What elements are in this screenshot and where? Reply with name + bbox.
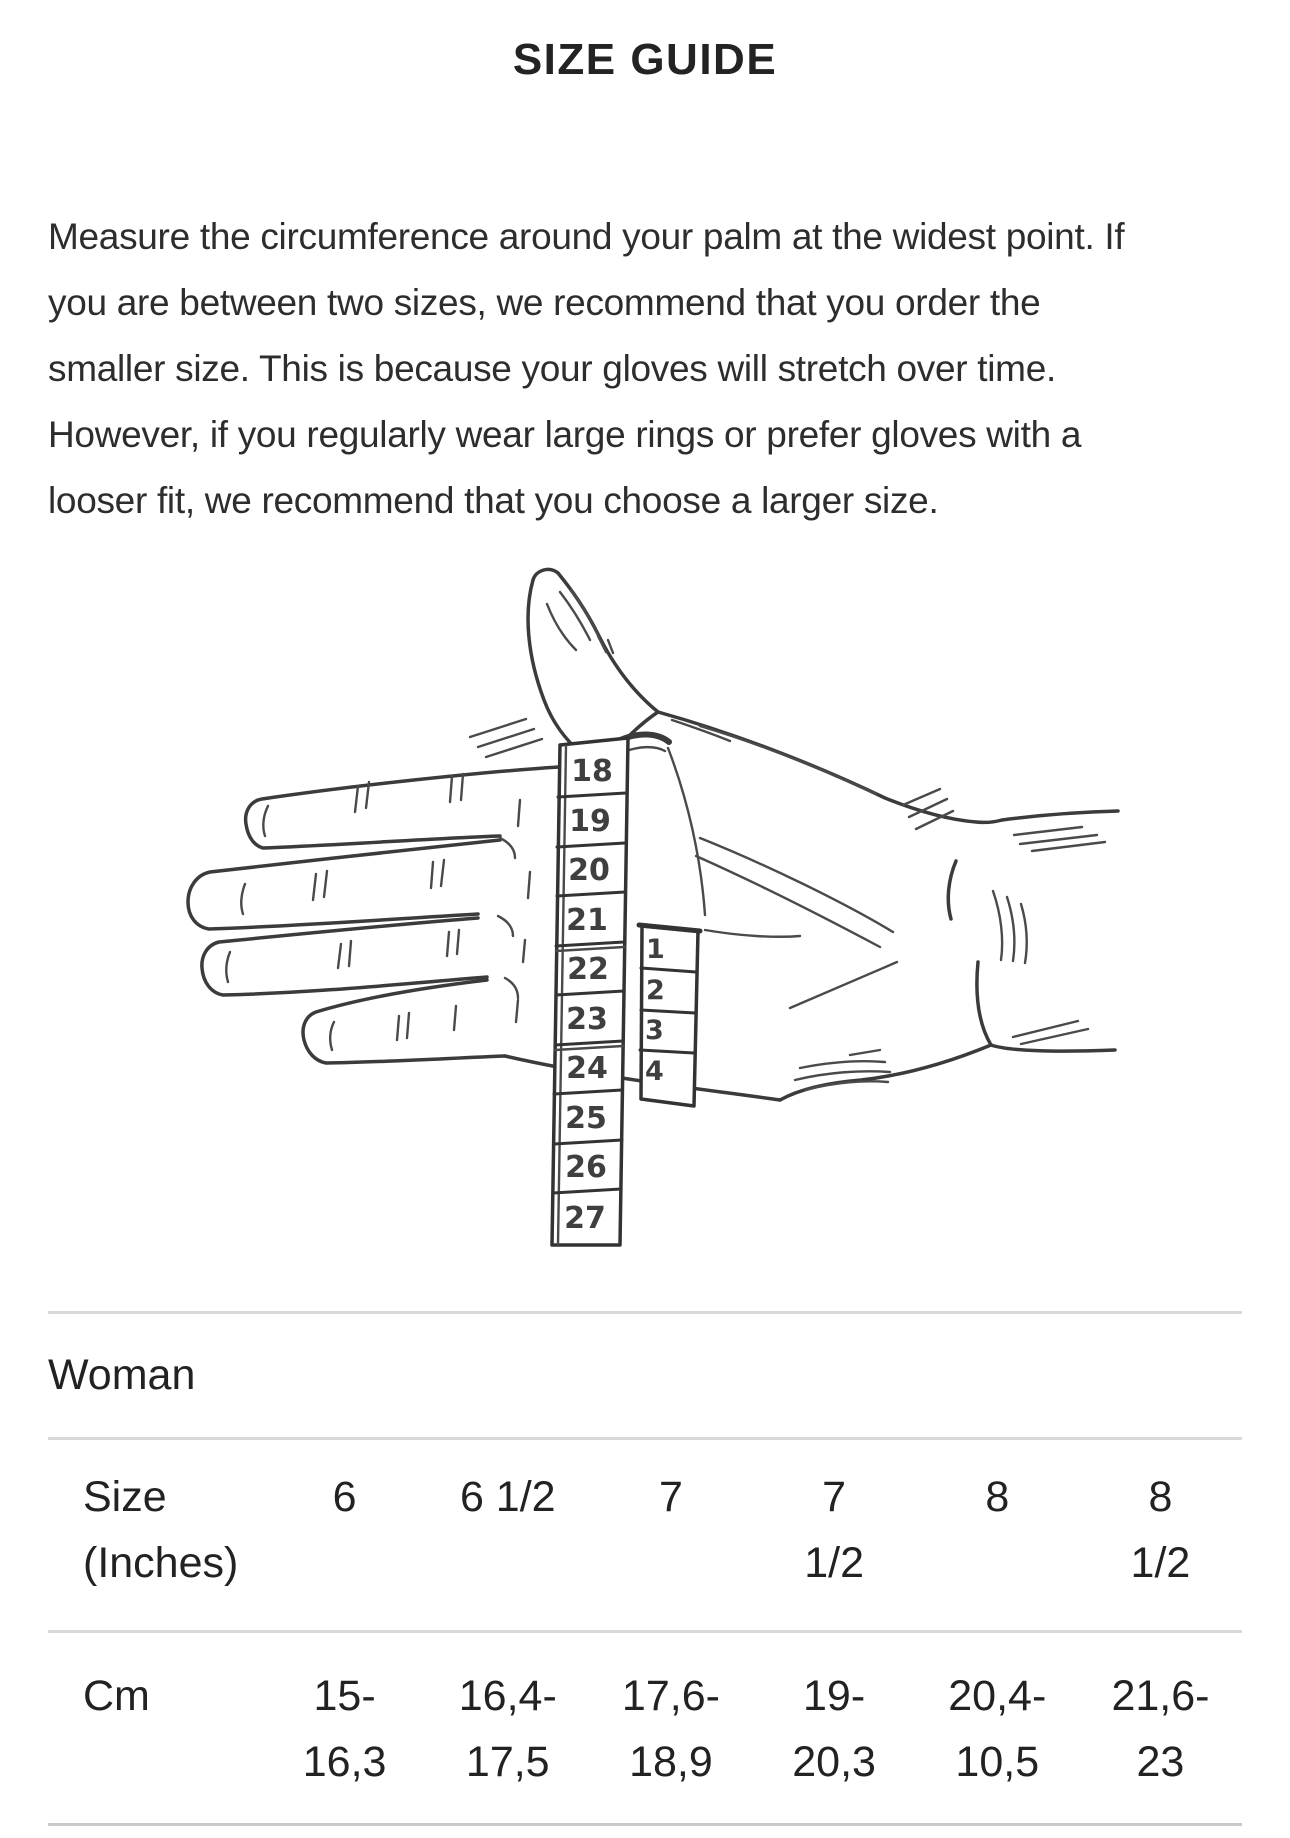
tape-number: 21 — [566, 903, 608, 938]
tape-number: 22 — [567, 952, 609, 987]
tape-strip-small — [639, 925, 700, 1106]
tape-number: 25 — [565, 1101, 607, 1136]
tape-number: 19 — [569, 804, 611, 839]
row-label: Size (Inches) — [83, 1473, 239, 1587]
size-cell: 8 1/2 — [1130, 1473, 1191, 1587]
tape-number-small: 4 — [645, 1056, 664, 1087]
tape-number-small: 2 — [646, 975, 665, 1006]
tape-number: 23 — [566, 1002, 608, 1037]
page-title: SIZE GUIDE — [512, 35, 778, 84]
table-row-size-inches — [48, 1440, 1242, 1596]
tape-number: 24 — [566, 1051, 608, 1086]
tape-number: 20 — [568, 853, 610, 888]
size-cell: 7 — [658, 1473, 683, 1521]
tape-number-small: 1 — [646, 934, 665, 965]
size-cell: 6 — [332, 1473, 357, 1521]
size-cell: 7 1/2 — [804, 1473, 864, 1587]
measuring-tape — [552, 738, 628, 1245]
intro-line: looser fit, we recommend that you choose a larger size. — [48, 480, 939, 521]
tape-number: 27 — [564, 1201, 606, 1236]
hand-measurement-illustration — [140, 555, 1150, 1265]
table-group-label: Woman — [48, 1351, 196, 1399]
cm-cell: 16,4- 17,5 — [458, 1672, 557, 1786]
row-label: Cm — [83, 1672, 150, 1720]
tape-number: 18 — [571, 754, 613, 789]
size-cell: 8 — [985, 1473, 1010, 1521]
tape-number: 26 — [565, 1150, 607, 1185]
tape-number-small: 3 — [645, 1015, 664, 1046]
cm-cell: 15- 16,3 — [302, 1672, 387, 1786]
table-row-cm — [48, 1633, 1242, 1795]
fingers-sketch — [188, 719, 559, 1063]
cm-cell: 17,6- 18,9 — [621, 1672, 720, 1786]
cm-cell: 20,4- 10,5 — [948, 1672, 1047, 1786]
cm-cell: 21,6- 23 — [1111, 1672, 1210, 1786]
intro-line: smaller size. This is because your gloves will stretch over time. — [48, 348, 1056, 389]
size-cell: 6 1/2 — [459, 1473, 556, 1521]
intro-line: Measure the circumference around your palm at the widest point. If — [48, 216, 1125, 257]
intro-line: you are between two sizes, we recommend that you order the — [48, 282, 1041, 323]
cm-cell: 19- 20,3 — [792, 1672, 876, 1786]
table-group-row — [48, 1314, 1242, 1437]
intro-line: However, if you regularly wear large rings or prefer gloves with a — [48, 414, 1082, 455]
divider — [48, 1823, 1242, 1826]
